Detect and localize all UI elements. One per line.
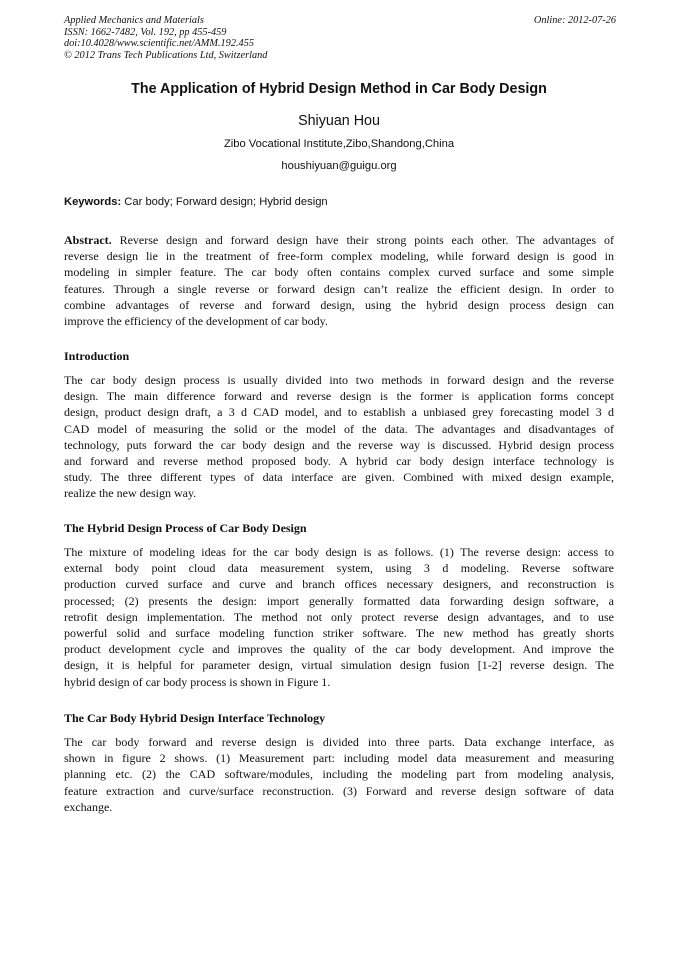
- introduction-body: [64, 372, 614, 502]
- paragraph-line: The mixture of modeling ideas for the car body design is as follows. (1) The reverse design: access to: [64, 545, 614, 559]
- abstract-line-text: Reverse design and forward design have their strong points each other. The advantages of: [111, 233, 614, 247]
- abstract-line: features. Through a single reverse or forward design can’t realize the efficient design. In order to: [64, 281, 614, 296]
- paragraph-line: technology, puts forward the car body design and the reverse way is discussed. Hybrid design process: [64, 437, 614, 452]
- paragraph-line: exchange.: [64, 799, 113, 814]
- abstract-line: reverse design lie in the treatment of free-form complex modeling, while forward design is good in: [64, 249, 614, 264]
- paragraph-line: planning etc. (2) the CAD software/modules, including the modeling part from modeling analysis,: [64, 767, 614, 782]
- copyright-line: © 2012 Trans Tech Publications Ltd, Switzerland: [64, 49, 268, 61]
- keywords-label: Keywords:: [64, 196, 122, 208]
- paragraph-line: product development cycle and improves the quality of the car body development. And improve the: [64, 642, 614, 657]
- abstract-line: modeling in simpler feature. The car body often contains complex curved surface and some simple: [64, 265, 614, 280]
- abstract-line: combine advantages of reverse and forward design, using the hybrid design process design can: [64, 297, 614, 312]
- author-email: houshiyuan@guigu.org: [281, 160, 397, 172]
- journal-name: Applied Mechanics and Materials: [64, 15, 204, 26]
- paragraph-line: study. The three different types of data interface are given. Combined with mixed design example,: [64, 470, 614, 485]
- paragraph-line: CAD model of measuring the solid or the model of the data. The advantages and disadvantages of: [64, 421, 614, 436]
- online-date: Online: 2012-07-26: [533, 15, 616, 26]
- paragraph-line: processed; (2) presents the design: import generally formatted data forwarding design software, a: [64, 593, 614, 608]
- paragraph-line: powerful solid and surface modeling function striker software. The new method has greatly shorts: [64, 625, 614, 640]
- section-heading-hybrid-process: The Hybrid Design Process of Car Body Design: [64, 521, 307, 535]
- paragraph-line: design. The main difference forward and reverse design is the former is application forms concept: [64, 389, 614, 404]
- keywords: [64, 196, 614, 208]
- paragraph-line: realize the new design way.: [64, 486, 197, 501]
- hybrid-process-body: [64, 544, 614, 690]
- paper-title: The Application of Hybrid Design Method in Car Body Design: [131, 81, 547, 97]
- section-heading-interface-technology: The Car Body Hybrid Design Interface Technology: [64, 711, 326, 725]
- author-affiliation: Zibo Vocational Institute,Zibo,Shandong,China: [223, 138, 455, 150]
- doi-line: doi:10.4028/www.scientific.net/AMM.192.455: [64, 38, 254, 49]
- abstract-label: Abstract.: [64, 233, 112, 247]
- abstract: [64, 232, 614, 329]
- keywords-text: Car body; Forward design; Hybrid design: [121, 196, 328, 208]
- paragraph-line: hybrid design of car body process is shown in Figure 1.: [64, 674, 331, 689]
- paragraph-line: shown in figure 2 shows. (1) Measurement part: including model data measurement and measuring: [64, 751, 614, 766]
- issn-line: ISSN: 1662-7482, Vol. 192, pp 455-459: [64, 26, 227, 38]
- abstract-line: [64, 232, 614, 248]
- abstract-line: improve the efficiency of the development of car body.: [64, 313, 328, 328]
- paragraph-line: design, product design draft, a 3 d CAD model, and to establish a unbiased grey forecasting model 3 d: [64, 405, 614, 420]
- journal-header: [64, 15, 616, 61]
- paragraph-line: production curved surface and curve and branch offices necessary designers, and reconstruction is: [64, 577, 614, 592]
- author-name: Shiyuan Hou: [298, 113, 380, 129]
- paragraph-line: retrofit design implementation. The method not only protect reverse design advantages, and to use: [64, 609, 614, 624]
- section-heading-introduction: Introduction: [64, 349, 130, 363]
- paragraph-line: feature extraction and curve/surface reconstruction. (3) Forward and reverse design software of data: [64, 783, 614, 798]
- paragraph-line: external body point cloud data measurement system, using 3 d modeling. Reverse software: [64, 561, 614, 576]
- paragraph-line: The car body forward and reverse design is divided into three parts. Data exchange interface, as: [64, 735, 614, 749]
- paragraph-line: The car body design process is usually divided into two methods in forward design and the reverse: [64, 373, 614, 387]
- interface-technology-body: [64, 734, 614, 815]
- paragraph-line: and forward and reverse method proposed body. A hybrid car body design interface technology is: [64, 453, 614, 468]
- paragraph-line: design, it is helpful for parameter design, virtual simulation design fusion [1-2] reverse design. The: [64, 658, 614, 673]
